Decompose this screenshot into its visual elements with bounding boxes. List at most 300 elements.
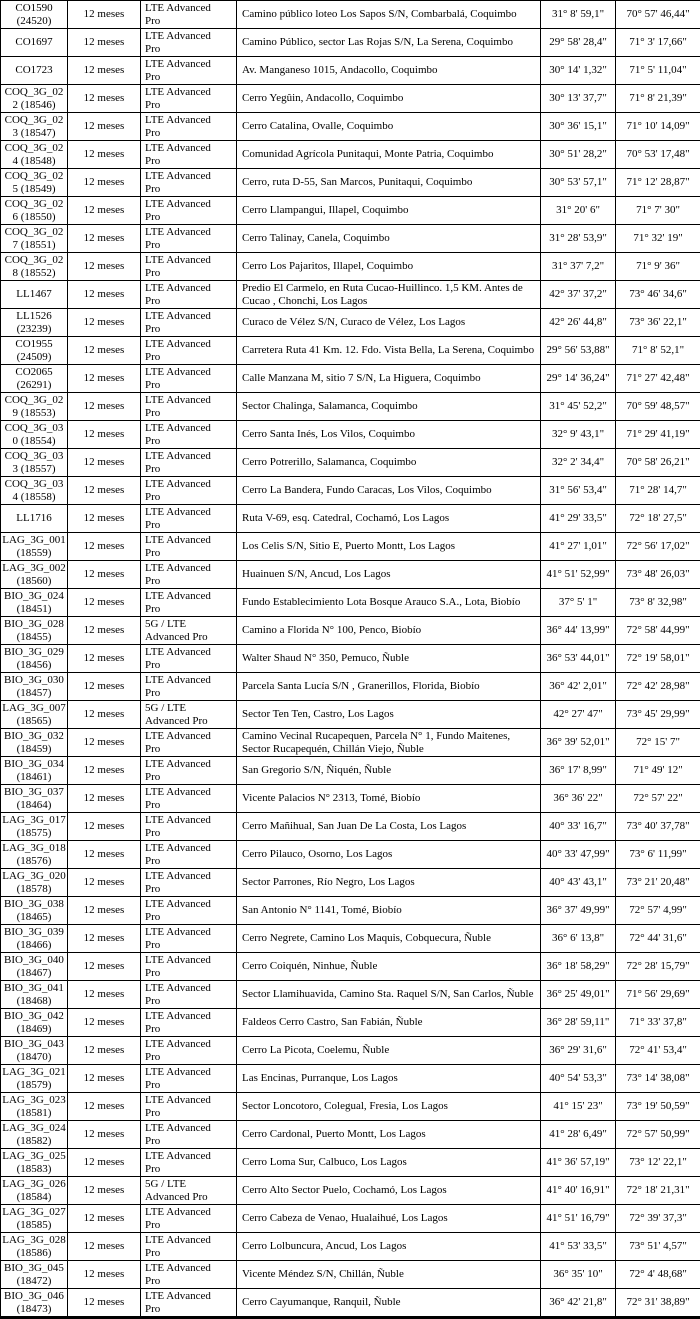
table-row (1, 449, 700, 477)
address-cell: Cerro Cayumanque, Ranquil, Ñuble (237, 1289, 541, 1318)
longitude-cell: 71° 5' 11,04" (616, 57, 700, 85)
site-id-cell: LAG_3G_028 (18586) (1, 1233, 68, 1261)
address-cell: Cerro Yegûin, Andacollo, Coquimbo (237, 85, 541, 113)
address-cell: Parcela Santa Lucía S/N , Granerillos, Florida, Biobío (237, 673, 541, 701)
site-id-cell: LAG_3G_007 (18565) (1, 701, 68, 729)
latitude-cell: 36° 42' 2,01" (541, 673, 616, 701)
latitude-cell: 41° 51' 52,99" (541, 561, 616, 589)
duration-cell: 12 meses (68, 197, 141, 225)
longitude-cell: 73° 48' 26,03" (616, 561, 700, 589)
technology-cell: LTE Advanced Pro (141, 365, 237, 393)
address-cell: Camino a Florida N° 100, Penco, Biobío (237, 617, 541, 645)
table-row (1, 309, 700, 337)
latitude-cell: 42° 37' 37,2" (541, 281, 616, 309)
table-row (1, 1121, 700, 1149)
site-id-cell: LL1716 (1, 505, 68, 533)
latitude-cell: 36° 44' 13,99" (541, 617, 616, 645)
duration-cell: 12 meses (68, 729, 141, 757)
duration-cell: 12 meses (68, 1289, 141, 1318)
technology-cell: LTE Advanced Pro (141, 281, 237, 309)
duration-cell: 12 meses (68, 617, 141, 645)
duration-cell: 12 meses (68, 1233, 141, 1261)
address-cell: Cerro Pilauco, Osorno, Los Lagos (237, 841, 541, 869)
longitude-cell: 72° 39' 37,3" (616, 1205, 700, 1233)
latitude-cell: 30° 14' 1,32" (541, 57, 616, 85)
table-row (1, 785, 700, 813)
site-id-cell: BIO_3G_028 (18455) (1, 617, 68, 645)
latitude-cell: 30° 53' 57,1" (541, 169, 616, 197)
address-cell: Cerro, ruta D-55, San Marcos, Punitaqui, Coquimbo (237, 169, 541, 197)
site-id-cell: CO1723 (1, 57, 68, 85)
table-row (1, 729, 700, 757)
address-cell: Walter Shaud N° 350, Pemuco, Ñuble (237, 645, 541, 673)
duration-cell: 12 meses (68, 897, 141, 925)
table-row (1, 925, 700, 953)
site-id-cell: LAG_3G_021 (18579) (1, 1065, 68, 1093)
table-row (1, 197, 700, 225)
latitude-cell: 36° 18' 58,29" (541, 953, 616, 981)
technology-cell: 5G / LTE Advanced Pro (141, 617, 237, 645)
latitude-cell: 30° 51' 28,2" (541, 141, 616, 169)
latitude-cell: 29° 56' 53,88" (541, 337, 616, 365)
site-id-cell: COQ_3G_027 (18551) (1, 225, 68, 253)
latitude-cell: 30° 13' 37,7" (541, 85, 616, 113)
site-id-cell: LAG_3G_018 (18576) (1, 841, 68, 869)
longitude-cell: 72° 4' 48,68" (616, 1261, 700, 1289)
duration-cell: 12 meses (68, 337, 141, 365)
table-row (1, 141, 700, 169)
technology-cell: LTE Advanced Pro (141, 729, 237, 757)
duration-cell: 12 meses (68, 925, 141, 953)
duration-cell: 12 meses (68, 785, 141, 813)
latitude-cell: 41° 53' 33,5" (541, 1233, 616, 1261)
table-row (1, 1261, 700, 1289)
technology-cell: LTE Advanced Pro (141, 1037, 237, 1065)
latitude-cell: 42° 27' 47" (541, 701, 616, 729)
technology-cell: LTE Advanced Pro (141, 449, 237, 477)
latitude-cell: 31° 56' 53,4" (541, 477, 616, 505)
duration-cell: 12 meses (68, 85, 141, 113)
table-row (1, 981, 700, 1009)
address-cell: Cerro Santa Inés, Los Vilos, Coquimbo (237, 421, 541, 449)
address-cell: Cerro Alto Sector Puelo, Cochamó, Los Lagos (237, 1177, 541, 1205)
site-id-cell: BIO_3G_039 (18466) (1, 925, 68, 953)
address-cell: Av. Manganeso 1015, Andacollo, Coquimbo (237, 57, 541, 85)
address-cell: Calle Manzana M, sitio 7 S/N, La Higuera, Coquimbo (237, 365, 541, 393)
longitude-cell: 71° 10' 14,09" (616, 113, 700, 141)
address-cell: Cerro Potrerillo, Salamanca, Coquimbo (237, 449, 541, 477)
latitude-cell: 29° 14' 36,24" (541, 365, 616, 393)
technology-cell: LTE Advanced Pro (141, 953, 237, 981)
longitude-cell: 71° 9' 36" (616, 253, 700, 281)
longitude-cell: 70° 58' 26,21" (616, 449, 700, 477)
longitude-cell: 70° 59' 48,57" (616, 393, 700, 421)
site-id-cell: LAG_3G_026 (18584) (1, 1177, 68, 1205)
table-row (1, 533, 700, 561)
duration-cell: 12 meses (68, 673, 141, 701)
longitude-cell: 73° 14' 38,08" (616, 1065, 700, 1093)
latitude-cell: 32° 2' 34,4" (541, 449, 616, 477)
technology-cell: LTE Advanced Pro (141, 57, 237, 85)
site-id-cell: LAG_3G_025 (18583) (1, 1149, 68, 1177)
address-cell: Sector Loncotoro, Colegual, Fresia, Los Lagos (237, 1093, 541, 1121)
technology-cell: LTE Advanced Pro (141, 561, 237, 589)
longitude-cell: 71° 49' 12" (616, 757, 700, 785)
table-row (1, 701, 700, 729)
longitude-cell: 72° 18' 21,31" (616, 1177, 700, 1205)
table-row (1, 29, 700, 57)
site-id-cell: BIO_3G_046 (18473) (1, 1289, 68, 1318)
site-id-cell: BIO_3G_037 (18464) (1, 785, 68, 813)
address-cell: Cerro Llampangui, Illapel, Coquimbo (237, 197, 541, 225)
technology-cell: LTE Advanced Pro (141, 1149, 237, 1177)
site-id-cell: BIO_3G_034 (18461) (1, 757, 68, 785)
site-id-cell: LAG_3G_027 (18585) (1, 1205, 68, 1233)
technology-cell: LTE Advanced Pro (141, 897, 237, 925)
latitude-cell: 31° 37' 7,2" (541, 253, 616, 281)
table-row (1, 169, 700, 197)
table-row (1, 281, 700, 309)
duration-cell: 12 meses (68, 393, 141, 421)
latitude-cell: 36° 17' 8,99" (541, 757, 616, 785)
site-id-cell: LAG_3G_023 (18581) (1, 1093, 68, 1121)
table-row (1, 561, 700, 589)
table-row (1, 1093, 700, 1121)
address-cell: Cerro Cabeza de Venao, Hualaihué, Los Lagos (237, 1205, 541, 1233)
latitude-cell: 30° 36' 15,1" (541, 113, 616, 141)
site-id-cell: BIO_3G_041 (18468) (1, 981, 68, 1009)
longitude-cell: 73° 51' 4,57" (616, 1233, 700, 1261)
table-row (1, 85, 700, 113)
address-cell: Faldeos Cerro Castro, San Fabián, Ñuble (237, 1009, 541, 1037)
duration-cell: 12 meses (68, 281, 141, 309)
address-cell: San Antonio N° 1141, Tomé, Biobío (237, 897, 541, 925)
site-id-cell: CO1590 (24520) (1, 1, 68, 29)
address-cell: Cerro Negrete, Camino Los Maquis, Cobquecura, Ñuble (237, 925, 541, 953)
address-cell: Cerro Talinay, Canela, Coquimbo (237, 225, 541, 253)
latitude-cell: 41° 29' 33,5" (541, 505, 616, 533)
site-id-cell: LAG_3G_017 (18575) (1, 813, 68, 841)
technology-cell: 5G / LTE Advanced Pro (141, 701, 237, 729)
address-cell: Cerro Cardonal, Puerto Montt, Los Lagos (237, 1121, 541, 1149)
longitude-cell: 73° 19' 50,59" (616, 1093, 700, 1121)
longitude-cell: 72° 41' 53,4" (616, 1037, 700, 1065)
table-body (1, 1, 700, 1318)
longitude-cell: 73° 8' 32,98" (616, 589, 700, 617)
table-row (1, 225, 700, 253)
technology-cell: LTE Advanced Pro (141, 505, 237, 533)
longitude-cell: 73° 36' 22,1" (616, 309, 700, 337)
address-cell: Camino Vecinal Rucapequen, Parcela N° 1, Fundo Maitenes, Sector Rucapequén, Chillán Viejo, Ñuble (237, 729, 541, 757)
site-id-cell: BIO_3G_042 (18469) (1, 1009, 68, 1037)
table-row (1, 673, 700, 701)
longitude-cell: 71° 7' 30" (616, 197, 700, 225)
site-id-cell: BIO_3G_024 (18451) (1, 589, 68, 617)
duration-cell: 12 meses (68, 1, 141, 29)
table-row (1, 1037, 700, 1065)
technology-cell: LTE Advanced Pro (141, 589, 237, 617)
longitude-cell: 72° 15' 7" (616, 729, 700, 757)
technology-cell: LTE Advanced Pro (141, 337, 237, 365)
latitude-cell: 41° 28' 6,49" (541, 1121, 616, 1149)
table-row (1, 1177, 700, 1205)
longitude-cell: 71° 12' 28,87" (616, 169, 700, 197)
table-row (1, 477, 700, 505)
technology-cell: LTE Advanced Pro (141, 169, 237, 197)
address-cell: Curaco de Vélez S/N, Curaco de Vélez, Los Lagos (237, 309, 541, 337)
technology-cell: LTE Advanced Pro (141, 869, 237, 897)
longitude-cell: 72° 31' 38,89" (616, 1289, 700, 1318)
address-cell: Cerro Loma Sur, Calbuco, Los Lagos (237, 1149, 541, 1177)
duration-cell: 12 meses (68, 1121, 141, 1149)
longitude-cell: 72° 57' 4,99" (616, 897, 700, 925)
latitude-cell: 37° 5' 1" (541, 589, 616, 617)
table-row (1, 1149, 700, 1177)
technology-cell: LTE Advanced Pro (141, 1, 237, 29)
table-row (1, 1, 700, 29)
duration-cell: 12 meses (68, 533, 141, 561)
technology-cell: LTE Advanced Pro (141, 197, 237, 225)
table-row (1, 505, 700, 533)
longitude-cell: 73° 12' 22,1" (616, 1149, 700, 1177)
address-cell: Cerro Coiquén, Ninhue, Ñuble (237, 953, 541, 981)
longitude-cell: 70° 57' 46,44" (616, 1, 700, 29)
technology-cell: LTE Advanced Pro (141, 757, 237, 785)
duration-cell: 12 meses (68, 1261, 141, 1289)
latitude-cell: 40° 33' 47,99" (541, 841, 616, 869)
technology-cell: LTE Advanced Pro (141, 113, 237, 141)
duration-cell: 12 meses (68, 169, 141, 197)
latitude-cell: 41° 36' 57,19" (541, 1149, 616, 1177)
technology-cell: LTE Advanced Pro (141, 1205, 237, 1233)
table-row (1, 813, 700, 841)
site-id-cell: BIO_3G_038 (18465) (1, 897, 68, 925)
site-id-cell: COQ_3G_033 (18557) (1, 449, 68, 477)
address-cell: Carretera Ruta 41 Km. 12. Fdo. Vista Bella, La Serena, Coquimbo (237, 337, 541, 365)
latitude-cell: 32° 9' 43,1" (541, 421, 616, 449)
technology-cell: LTE Advanced Pro (141, 1289, 237, 1318)
table-row (1, 253, 700, 281)
duration-cell: 12 meses (68, 1065, 141, 1093)
address-cell: Cerro Los Pajaritos, Illapel, Coquimbo (237, 253, 541, 281)
latitude-cell: 36° 28' 59,11" (541, 1009, 616, 1037)
latitude-cell: 36° 35' 10" (541, 1261, 616, 1289)
longitude-cell: 71° 29' 41,19" (616, 421, 700, 449)
longitude-cell: 73° 40' 37,78" (616, 813, 700, 841)
technology-cell: LTE Advanced Pro (141, 981, 237, 1009)
technology-cell: LTE Advanced Pro (141, 1009, 237, 1037)
address-cell: Vicente Méndez S/N, Chillán, Ñuble (237, 1261, 541, 1289)
address-cell: Cerro Mañihual, San Juan De La Costa, Los Lagos (237, 813, 541, 841)
latitude-cell: 41° 51' 16,79" (541, 1205, 616, 1233)
longitude-cell: 72° 19' 58,01" (616, 645, 700, 673)
duration-cell: 12 meses (68, 841, 141, 869)
site-id-cell: LL1467 (1, 281, 68, 309)
site-id-cell: BIO_3G_029 (18456) (1, 645, 68, 673)
site-id-cell: BIO_3G_030 (18457) (1, 673, 68, 701)
duration-cell: 12 meses (68, 1093, 141, 1121)
site-id-cell: BIO_3G_045 (18472) (1, 1261, 68, 1289)
address-cell: Cerro La Bandera, Fundo Caracas, Los Vilos, Coquimbo (237, 477, 541, 505)
technology-cell: LTE Advanced Pro (141, 1121, 237, 1149)
table-row (1, 645, 700, 673)
duration-cell: 12 meses (68, 1009, 141, 1037)
site-id-cell: COQ_3G_028 (18552) (1, 253, 68, 281)
table-row (1, 421, 700, 449)
table-row (1, 113, 700, 141)
technology-cell: LTE Advanced Pro (141, 673, 237, 701)
latitude-cell: 36° 29' 31,6" (541, 1037, 616, 1065)
duration-cell: 12 meses (68, 757, 141, 785)
duration-cell: 12 meses (68, 953, 141, 981)
site-id-cell: COQ_3G_022 (18546) (1, 85, 68, 113)
duration-cell: 12 meses (68, 505, 141, 533)
latitude-cell: 41° 27' 1,01" (541, 533, 616, 561)
table-row (1, 365, 700, 393)
duration-cell: 12 meses (68, 477, 141, 505)
longitude-cell: 72° 28' 15,79" (616, 953, 700, 981)
technology-cell: LTE Advanced Pro (141, 85, 237, 113)
address-cell: Cerro Lolbuncura, Ancud, Los Lagos (237, 1233, 541, 1261)
technology-cell: LTE Advanced Pro (141, 477, 237, 505)
latitude-cell: 36° 39' 52,01" (541, 729, 616, 757)
address-cell: Camino Público, sector Las Rojas S/N, La Serena, Coquimbo (237, 29, 541, 57)
duration-cell: 12 meses (68, 57, 141, 85)
table-row (1, 337, 700, 365)
longitude-cell: 71° 27' 42,48" (616, 365, 700, 393)
technology-cell: LTE Advanced Pro (141, 841, 237, 869)
duration-cell: 12 meses (68, 1205, 141, 1233)
site-id-cell: LAG_3G_020 (18578) (1, 869, 68, 897)
longitude-cell: 73° 21' 20,48" (616, 869, 700, 897)
latitude-cell: 40° 54' 53,3" (541, 1065, 616, 1093)
technology-cell: LTE Advanced Pro (141, 1261, 237, 1289)
address-cell: Sector Chalinga, Salamanca, Coquimbo (237, 393, 541, 421)
longitude-cell: 72° 56' 17,02" (616, 533, 700, 561)
table-row (1, 757, 700, 785)
latitude-cell: 41° 40' 16,91" (541, 1177, 616, 1205)
latitude-cell: 36° 53' 44,01" (541, 645, 616, 673)
address-cell: Huainuen S/N, Ancud, Los Lagos (237, 561, 541, 589)
longitude-cell: 72° 57' 50,99" (616, 1121, 700, 1149)
longitude-cell: 71° 32' 19" (616, 225, 700, 253)
duration-cell: 12 meses (68, 421, 141, 449)
technology-cell: LTE Advanced Pro (141, 225, 237, 253)
table-row (1, 869, 700, 897)
latitude-cell: 31° 28' 53,9" (541, 225, 616, 253)
table-row (1, 841, 700, 869)
site-id-cell: COQ_3G_034 (18558) (1, 477, 68, 505)
longitude-cell: 70° 53' 17,48" (616, 141, 700, 169)
technology-cell: LTE Advanced Pro (141, 309, 237, 337)
address-cell: Camino público loteo Los Sapos S/N, Combarbalá, Coquimbo (237, 1, 541, 29)
latitude-cell: 36° 36' 22" (541, 785, 616, 813)
technology-cell: LTE Advanced Pro (141, 813, 237, 841)
latitude-cell: 36° 25' 49,01" (541, 981, 616, 1009)
technology-cell: LTE Advanced Pro (141, 393, 237, 421)
latitude-cell: 36° 37' 49,99" (541, 897, 616, 925)
table-row (1, 589, 700, 617)
latitude-cell: 31° 45' 52,2" (541, 393, 616, 421)
latitude-cell: 29° 58' 28,4" (541, 29, 616, 57)
technology-cell: LTE Advanced Pro (141, 29, 237, 57)
duration-cell: 12 meses (68, 225, 141, 253)
longitude-cell: 72° 42' 28,98" (616, 673, 700, 701)
duration-cell: 12 meses (68, 1177, 141, 1205)
longitude-cell: 72° 44' 31,6" (616, 925, 700, 953)
site-id-cell: CO1697 (1, 29, 68, 57)
technology-cell: LTE Advanced Pro (141, 925, 237, 953)
table-row (1, 1065, 700, 1093)
address-cell: Sector Ten Ten, Castro, Los Lagos (237, 701, 541, 729)
address-cell: Sector Parrones, Río Negro, Los Lagos (237, 869, 541, 897)
duration-cell: 12 meses (68, 29, 141, 57)
longitude-cell: 71° 33' 37,8" (616, 1009, 700, 1037)
address-cell: Fundo Establecimiento Lota Bosque Arauco S.A., Lota, Biobío (237, 589, 541, 617)
technology-cell: LTE Advanced Pro (141, 141, 237, 169)
longitude-cell: 72° 57' 22" (616, 785, 700, 813)
address-cell: San Gregorio S/N, Ñiquén, Ñuble (237, 757, 541, 785)
technology-cell: LTE Advanced Pro (141, 421, 237, 449)
address-cell: Cerro La Picota, Coelemu, Ñuble (237, 1037, 541, 1065)
address-cell: Sector Llamihuavida, Camino Sta. Raquel S/N, San Carlos, Ñuble (237, 981, 541, 1009)
site-id-cell: BIO_3G_032 (18459) (1, 729, 68, 757)
site-id-cell: COQ_3G_026 (18550) (1, 197, 68, 225)
duration-cell: 12 meses (68, 365, 141, 393)
technology-cell: LTE Advanced Pro (141, 1093, 237, 1121)
table-row (1, 393, 700, 421)
longitude-cell: 71° 3' 17,66" (616, 29, 700, 57)
site-id-cell: COQ_3G_023 (18547) (1, 113, 68, 141)
latitude-cell: 42° 26' 44,8" (541, 309, 616, 337)
longitude-cell: 72° 58' 44,99" (616, 617, 700, 645)
table-row (1, 1009, 700, 1037)
duration-cell: 12 meses (68, 113, 141, 141)
technology-cell: LTE Advanced Pro (141, 1065, 237, 1093)
site-id-cell: COQ_3G_024 (18548) (1, 141, 68, 169)
duration-cell: 12 meses (68, 561, 141, 589)
longitude-cell: 73° 46' 34,6" (616, 281, 700, 309)
address-cell: Comunidad Agrícola Punitaqui, Monte Patria, Coquimbo (237, 141, 541, 169)
longitude-cell: 72° 18' 27,5" (616, 505, 700, 533)
site-id-cell: LL1526 (23239) (1, 309, 68, 337)
latitude-cell: 40° 33' 16,7" (541, 813, 616, 841)
technology-cell: LTE Advanced Pro (141, 253, 237, 281)
table-row (1, 1289, 700, 1318)
address-cell: Los Celis S/N, Sitio E, Puerto Montt, Los Lagos (237, 533, 541, 561)
site-id-cell: BIO_3G_043 (18470) (1, 1037, 68, 1065)
table-row (1, 953, 700, 981)
address-cell: Las Encinas, Purranque, Los Lagos (237, 1065, 541, 1093)
site-id-cell: LAG_3G_001 (18559) (1, 533, 68, 561)
address-cell: Vicente Palacios N° 2313, Tomé, Biobío (237, 785, 541, 813)
latitude-cell: 36° 42' 21,8" (541, 1289, 616, 1318)
duration-cell: 12 meses (68, 141, 141, 169)
site-id-cell: COQ_3G_025 (18549) (1, 169, 68, 197)
address-cell: Ruta V-69, esq. Catedral, Cochamó, Los Lagos (237, 505, 541, 533)
longitude-cell: 71° 56' 29,69" (616, 981, 700, 1009)
table-row (1, 1205, 700, 1233)
latitude-cell: 31° 8' 59,1" (541, 1, 616, 29)
duration-cell: 12 meses (68, 449, 141, 477)
technology-cell: LTE Advanced Pro (141, 645, 237, 673)
longitude-cell: 73° 6' 11,99" (616, 841, 700, 869)
duration-cell: 12 meses (68, 589, 141, 617)
site-id-cell: COQ_3G_030 (18554) (1, 421, 68, 449)
duration-cell: 12 meses (68, 981, 141, 1009)
site-id-cell: COQ_3G_029 (18553) (1, 393, 68, 421)
duration-cell: 12 meses (68, 869, 141, 897)
